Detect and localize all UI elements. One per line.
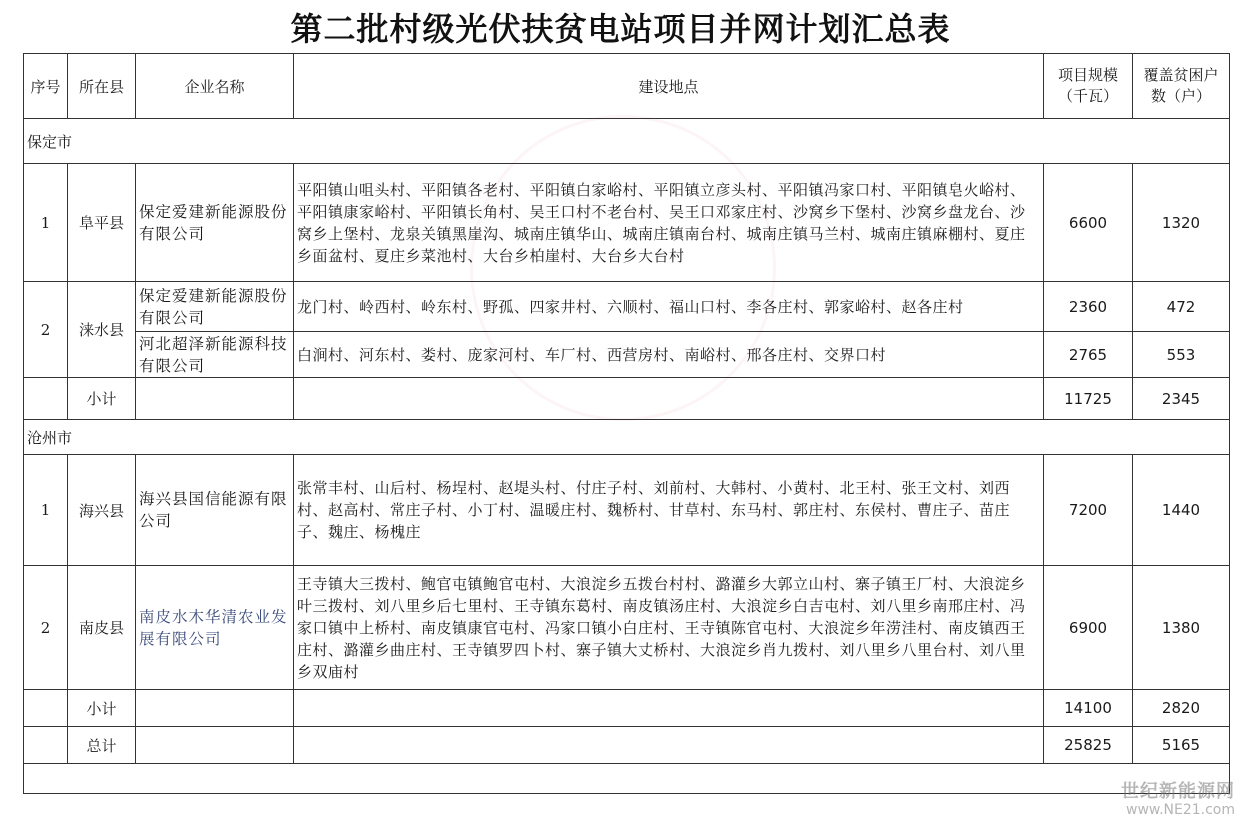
- row-county: 海兴县: [68, 455, 136, 566]
- subtotal-empty: [294, 690, 1044, 727]
- row-location: 张常丰村、山后村、杨埕村、赵堤头村、付庄子村、刘前村、大韩村、小黄村、北王村、张王文村、刘西村、赵高村、常庄子村、小丁村、温暖庄村、魏桥村、甘草村、东马村、郭庄村、东侯村、曹庄子、苗庄子、魏庄、杨槐庄: [294, 455, 1044, 566]
- header-households: [1133, 54, 1230, 119]
- header-seq: 序号: [24, 54, 68, 119]
- site-watermark: [1075, 783, 1235, 819]
- header-scale-line2: （千瓦）: [1057, 87, 1118, 105]
- subtotal-row: [24, 378, 1230, 420]
- total-label: 总计: [68, 727, 136, 764]
- blank-row: [24, 764, 1230, 794]
- watermark-url: www.NE21.com: [1126, 802, 1235, 818]
- city-name: 保定市: [24, 119, 1230, 164]
- row-seq: 1: [24, 164, 68, 282]
- table-row: [24, 455, 1230, 566]
- subtotal-households: 2345: [1133, 378, 1230, 420]
- table-row: [24, 566, 1230, 690]
- row-seq: 1: [24, 455, 68, 566]
- city-name: 沧州市: [24, 420, 1230, 455]
- total-empty: [136, 727, 294, 764]
- row-seq: 2: [24, 282, 68, 378]
- row-location: 龙门村、岭西村、岭东村、野孤、四家井村、六顺村、福山口村、李各庄村、郭家峪村、赵各庄村: [294, 282, 1044, 332]
- row-county: 南皮县: [68, 566, 136, 690]
- subtotal-empty: [136, 378, 294, 420]
- row-scale: 2360: [1044, 282, 1133, 332]
- header-households-line2: 数（户）: [1150, 87, 1211, 105]
- row-scale: 6900: [1044, 566, 1133, 690]
- table-row: [24, 332, 1230, 378]
- total-row: [24, 727, 1230, 764]
- row-households: 1380: [1133, 566, 1230, 690]
- total-scale: 25825: [1044, 727, 1133, 764]
- row-location: 白涧村、河东村、娄村、庞家河村、车厂村、西营房村、南峪村、邢各庄村、交界口村: [294, 332, 1044, 378]
- subtotal-empty: [294, 378, 1044, 420]
- row-enterprise: 河北超泽新能源科技有限公司: [136, 332, 294, 378]
- watermark-text: 世纪新能源网: [1121, 781, 1235, 802]
- subtotal-empty: [136, 690, 294, 727]
- summary-table: [23, 53, 1230, 794]
- row-scale: 6600: [1044, 164, 1133, 282]
- total-empty: [24, 727, 68, 764]
- header-scale-line1: 项目规模: [1057, 66, 1118, 84]
- row-location: 平阳镇山咀头村、平阳镇各老村、平阳镇白家峪村、平阳镇立彦头村、平阳镇冯家口村、平阳镇皂火峪村、平阳镇康家峪村、平阳镇长角村、吴王口村不老台村、吴王口邓家庄村、沙窝乡下堡村、沙窝乡盘龙台、沙窝乡上堡村、龙泉关镇黑崖沟、城南庄镇华山、城南庄镇南台村、城南庄镇马兰村、城南庄镇麻棚村、夏庄乡面盆村、夏庄乡菜池村、大台乡柏崖村、大台乡大台村: [294, 164, 1044, 282]
- header-location: 建设地点: [294, 54, 1044, 119]
- header-enterprise: 企业名称: [136, 54, 294, 119]
- table-header-row: [24, 54, 1230, 119]
- subtotal-scale: 14100: [1044, 690, 1133, 727]
- total-empty: [294, 727, 1044, 764]
- subtotal-empty: [24, 378, 68, 420]
- header-scale: [1044, 54, 1133, 119]
- subtotal-households: 2820: [1133, 690, 1230, 727]
- row-households: 553: [1133, 332, 1230, 378]
- row-scale: 7200: [1044, 455, 1133, 566]
- row-households: 472: [1133, 282, 1230, 332]
- subtotal-scale: 11725: [1044, 378, 1133, 420]
- subtotal-label: 小计: [68, 378, 136, 420]
- row-county: 阜平县: [68, 164, 136, 282]
- row-seq: 2: [24, 566, 68, 690]
- row-location: 王寺镇大三拨村、鲍官屯镇鲍官屯村、大浪淀乡五拨台村村、潞灌乡大郭立山村、寨子镇王厂村、大浪淀乡叶三拨村、刘八里乡后七里村、王寺镇东葛村、南皮镇汤庄村、大浪淀乡白吉屯村、刘八里乡南邢庄村、冯家口镇中上桥村、南皮镇康官屯村、冯家口镇小白庄村、王寺镇陈官屯村、大浪淀乡年涝洼村、南皮镇西王庄村、潞灌乡曲庄村、王寺镇罗四卜村、寨子镇大丈桥村、大浪淀乡肖九拨村、刘八里乡八里台村、刘八里乡双庙村: [294, 566, 1044, 690]
- row-enterprise: 南皮水木华清农业发展有限公司: [136, 566, 294, 690]
- row-households: 1440: [1133, 455, 1230, 566]
- row-county: 涞水县: [68, 282, 136, 378]
- header-households-line1: 覆盖贫困户: [1143, 66, 1219, 84]
- row-enterprise: 海兴县国信能源有限公司: [136, 455, 294, 566]
- subtotal-row: [24, 690, 1230, 727]
- header-county: 所在县: [68, 54, 136, 119]
- page-title: 第二批村级光伏扶贫电站项目并网计划汇总表: [290, 10, 951, 48]
- row-households: 1320: [1133, 164, 1230, 282]
- subtotal-empty: [24, 690, 68, 727]
- row-enterprise: 保定爱建新能源股份有限公司: [136, 164, 294, 282]
- city-row-cangzhou: [24, 420, 1230, 455]
- total-households: 5165: [1133, 727, 1230, 764]
- blank-cell: [24, 764, 1230, 794]
- row-enterprise: 保定爱建新能源股份有限公司: [136, 282, 294, 332]
- table-row: [24, 282, 1230, 332]
- city-row-baoding: [24, 119, 1230, 164]
- table-row: [24, 164, 1230, 282]
- row-scale: 2765: [1044, 332, 1133, 378]
- subtotal-label: 小计: [68, 690, 136, 727]
- summary-table-container: [23, 53, 1229, 794]
